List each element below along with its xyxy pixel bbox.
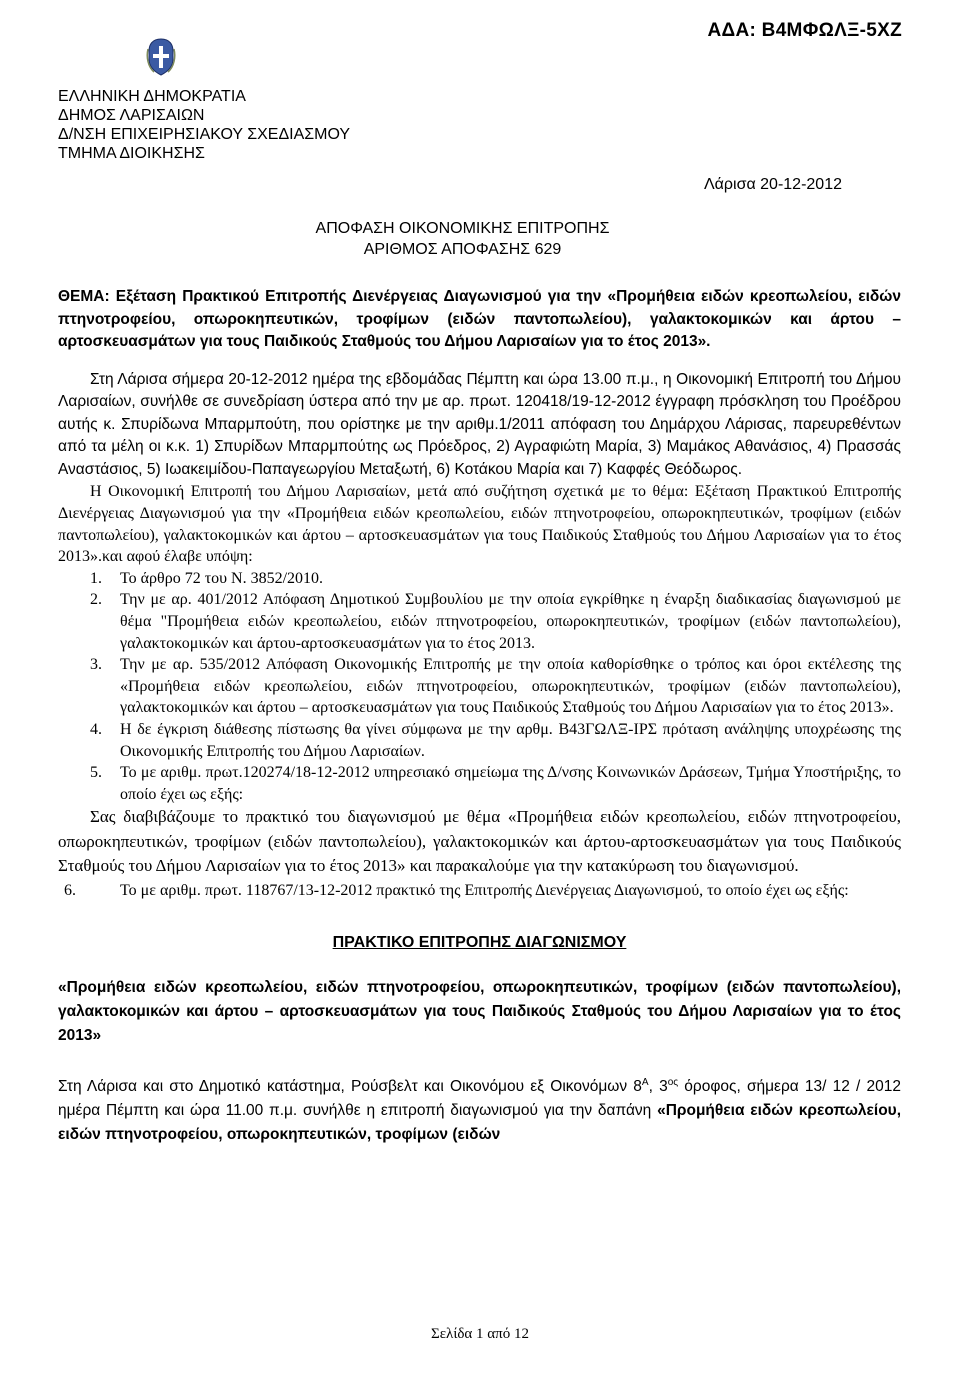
header-line: ΤΜΗΜΑ ΔΙΟΙΚΗΣΗΣ: [58, 145, 205, 162]
greek-emblem-icon: [146, 37, 176, 77]
header-line: Δ/ΝΣΗ ΕΠΙΧΕΙΡΗΣΙΑΚΟΥ ΣΧΕΔΙΑΣΜΟΥ: [58, 126, 351, 143]
document-body: [58, 286, 901, 1147]
document-date: Λάρισα 20-12-2012: [703, 176, 842, 193]
body-paragraph: Η Οικονομική Επιτροπή του Δήμου Λαρισαίων, μετά από συζήτηση σχετικά με το θέμα: Εξέταση Πρακτικού Επιτροπής Διενέργειας Διαγωνισμού για την «Προμήθεια ειδών κρεοπωλείου, ειδών πτηνοτροφείου, οπωροκηπευτικών, τροφίμων (ειδών παντοπωλείου), γαλακτοκομικών και άρτου – αρτοσκευασμάτων για τους Παιδικούς Σταθμούς του Δήμου Λαρισαίων για το έτος 2013».και αφού έλαβε υπόψη:: [58, 483, 901, 566]
list-item: 1. Το άρθρο 72 του Ν. 3852/2010.: [90, 569, 324, 587]
practice-opening-paragraph: Στη Λάρισα και στο Δημοτικό κατάστημα, Ρούσβελτ και Οικονόμου εξ Οικονόμων $8^A$, $3^{o\varsigma}$ όροφος, σήμερα 13/ 12 / 2012 ημέρα Πέμπτη και ώρα 11.00 π.μ. συνήλθε η επιτροπή διαγωνισμού για την δαπάνη «Προμήθεια ειδών κρεοπωλείου, ειδών πτηνοτροφείου, οπωροκηπευτικών, τροφίμων (ειδών: [58, 1076, 902, 1144]
header-line: ΔΗΜΟΣ ΛΑΡΙΣΑΙΩΝ: [58, 107, 205, 124]
issuer-header: [58, 87, 350, 163]
practice-heading: ΠΡΑΚΤΙΚΟ ΕΠΙΤΡΟΠΗΣ ΔΙΑΓΩΝΙΣΜΟΥ: [332, 933, 627, 951]
memo-paragraph: Σας διαβιβάζουμε το πρακτικό του διαγωνισμού με θέμα «Προμήθεια ειδών κρεοπωλείου, ειδών πτηνοτροφείου, οπωροκηπευτικών, τροφίμων (ειδών παντοπωλείου), γαλακτοκομικών και άρτου-αρτοσκευασμάτων για τους Παιδικούς Σταθμούς του Δήμου Λαρισαίων για το έτος 2013» και παρακαλούμε για την κατακύρωση του διαγωνισμού.: [58, 807, 901, 876]
list-item: 3. Την με αρ. 535/2012 Απόφαση Οικονομικής Επιτροπής με την οποία καθορίσθηκε ο τρόπος και όροι εκτέλεσης της «Προμήθεια ειδών κρεοπωλείου, ειδών πτηνοτροφείου, οπωροκηπευτικών, τροφίμων (ειδών παντοπωλείου), γαλακτοκομικών και άρτου – αρτοσκευασμάτων για τους Παιδικούς Σταθμούς του Δήμου Λαρισαίων για το έτος 2013».: [90, 656, 901, 717]
page-number: Σελίδα 1 από 12: [431, 1326, 529, 1342]
decision-number: ΑΡΙΘΜΟΣ ΑΠΟΦΑΣΗΣ 629: [363, 241, 562, 258]
decision-title-block: [0, 218, 960, 260]
list-item: 2. Την με αρ. 401/2012 Απόφαση Δημοτικού Συμβουλίου με την οποία εγκρίθηκε η έναρξη διαδικασίας διαγωνισμού με θέμα "Προμήθεια ειδών κρεοπωλείου, ειδών πτηνοτροφείου, οπωροκηπευτικών, τροφίμων (ειδών παντοπωλείου), γαλακτοκομικών και άρτου-αρτοσκευασμάτων για το έτος 2013.: [90, 591, 901, 652]
intro-paragraph: Στη Λάρισα σήμερα 20-12-2012 ημέρα της εβδομάδας Πέμπτη και ώρα 13.00 π.μ., η Οικονομική Επιτροπή του Δήμου Λαρισαίων, συνήλθε σε συνεδρίαση ύστερα από την με αρ. πρωτ. 120418/19-12-2012 έγγραφη πρόσκληση του Προέδρου αυτής κ. Σπυρίδωνα Μπαρμπούτη, που ορίστηκε με την αριθμ.1/2011 απόφαση του Δημάρχου Λάρισας, παρευρεθέντων από τα μέλη οι κ.κ. 1) Σπυρίδων Μπαρμπούτης ως Πρόεδρος, 2) Αγραφιώτη Μαρία, 3) Μαμάκος Αθανάσιος, 4) Πρασσάς Αναστάσιος, 5) Ιωακειμίδου-Παπαγεωργίου Μεταξωτή, 6) Κοτάκου Μαρία και 7) Καφφές Θεόδωρος.: [58, 370, 901, 478]
header-line: ΕΛΛΗΝΙΚΗ ΔΗΜΟΚΡΑΤΙΑ: [58, 88, 246, 105]
list-item: 4. Η δε έγκριση διάθεσης πίστωσης θα γίνει σύμφωνα με την αρθμ. Β43ΓΩΛΞ-ΙΡΣ πρόταση ανάληψης υποχρέωσης της Οικονομικής Επιτροπής του Δήμου Λαρισαίων.: [90, 721, 901, 760]
practice-title: «Προμήθεια ειδών κρεοπωλείου, ειδών πτηνοτροφείου, οπωροκηπευτικών, τροφίμων (ειδών παντοπωλείου), γαλακτοκομικών και άρτου – αρτοσκευασμάτων για τους Παιδικούς Σταθμούς του Δήμου Λαρισαίων για το έτος 2013»: [58, 978, 901, 1044]
considerations-list: [58, 568, 901, 806]
decision-title: ΑΠΟΦΑΣΗ ΟΙΚΟΝΟΜΙΚΗΣ ΕΠΙΤΡΟΠΗΣ: [315, 220, 610, 237]
subject-paragraph: ΘΕΜΑ: Εξέταση Πρακτικού Επιτροπής Διενέργειας Διαγωνισμού για την «Προμήθεια ειδών κρεοπωλείου, ειδών πτηνοτροφείου, οπωροκηπευτικών, τροφίμων (ειδών παντοπωλείου), γαλακτοκομικών και άρτου – αρτοσκευασμάτων για τους Παιδικούς Σταθμούς του Δήμου Λαρισαίων για το έτος 2013».: [58, 288, 901, 350]
list-item: 5. Το με αριθμ. πρωτ.120274/18-12-2012 υπηρεσιακό σημείωμα της Δ/νσης Κοινωνικών Δράσεων, Τμήμα Υποστήριξης, το οποίο έχει ως εξής:: [90, 764, 901, 803]
list-item: 6. Το με αριθμ. πρωτ. 118767/13-12-2012 πρακτικό της Επιτροπής Διενέργειας Διαγωνισμού, το οποίο έχει ως εξής:: [64, 881, 849, 899]
ada-code: ΑΔΑ: Β4ΜΦΩΛΞ-5ΧΖ: [707, 20, 902, 41]
